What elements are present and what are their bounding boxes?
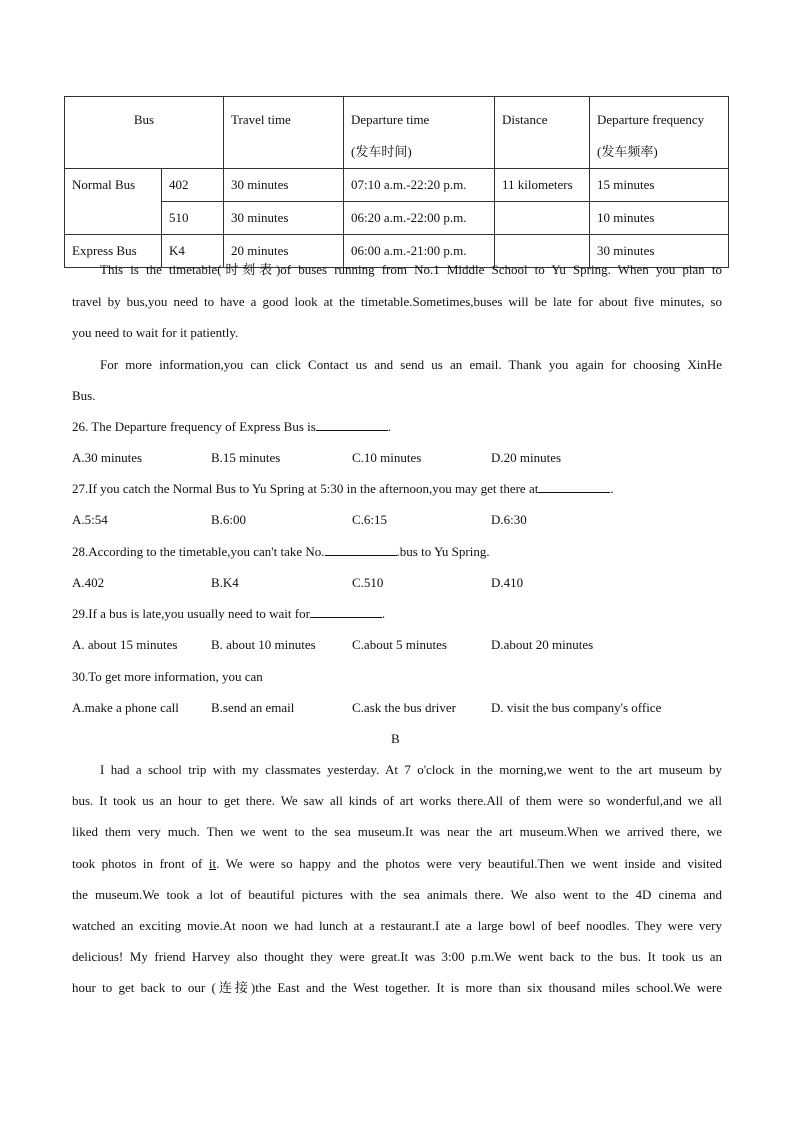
cell-frequency: 15 minutes xyxy=(590,169,729,202)
option-d: D.6:30 xyxy=(491,512,527,527)
question-end: . xyxy=(387,419,392,434)
answer-blank xyxy=(316,418,388,431)
question-end: . xyxy=(610,481,614,496)
question-30 xyxy=(72,668,722,686)
passage-a-line: you need to wait for it patiently. xyxy=(72,325,239,340)
passage-b-line: delicious! My friend Harvey also thought they were great.It was 3:00 p.m.We went back to the bus. It took us an xyxy=(72,949,722,964)
cell-departure: 07:10 a.m.-22:20 p.m. xyxy=(344,169,495,202)
option-a: A. about 15 minutes xyxy=(72,637,178,652)
table-row xyxy=(65,169,729,202)
answer-blank xyxy=(310,605,382,618)
question-29 xyxy=(72,605,722,623)
header-bus: Bus xyxy=(65,97,224,169)
cell-distance: 11 kilometers xyxy=(495,169,590,202)
cell-frequency: 30 minutes xyxy=(590,235,729,268)
passage-b-line: bus. It took us an hour to get there. We saw all kinds of art works there.All of them were so wonderful,and we all xyxy=(72,793,722,808)
bus-timetable xyxy=(64,96,729,268)
option-d: D.410 xyxy=(491,575,524,590)
header-travel-time: Travel time xyxy=(224,97,344,169)
option-c: C.about 5 minutes xyxy=(352,637,447,652)
question-stem: 30.To get more information, you can xyxy=(72,669,263,684)
text: . We were so happy and the photos were very beautiful.Then we went inside and visited xyxy=(216,856,722,871)
cell-bus-no: 402 xyxy=(162,169,224,202)
cell-bus-type: Normal Bus xyxy=(65,169,162,235)
question-end: .bus to Yu Spring. xyxy=(396,544,490,559)
option-a: A.5:54 xyxy=(72,512,108,527)
cell-departure: 06:20 a.m.-22:00 p.m. xyxy=(344,202,495,235)
option-b: B.6:00 xyxy=(211,512,247,527)
option-b: B. about 10 minutes xyxy=(211,637,316,652)
option-a: A.make a phone call xyxy=(72,700,179,715)
option-d: D.about 20 minutes xyxy=(491,637,594,652)
header-frequency-en: Departure frequency xyxy=(597,112,705,127)
answer-blank xyxy=(538,480,610,493)
question-27 xyxy=(72,480,722,498)
header-frequency-cn: (发车频率) xyxy=(597,144,658,159)
header-departure-time-en: Departure time xyxy=(351,112,430,127)
cell-travel: 30 minutes xyxy=(224,202,344,235)
question-stem: 29.If a bus is late,you usually need to wait for xyxy=(72,606,310,621)
table-header-row xyxy=(65,97,729,169)
option-b: B.15 minutes xyxy=(211,450,281,465)
passage-b-line: watched an exciting movie.At noon we had lunch at a restaurant.I ate a large bowl of beef noodles. They were very xyxy=(72,918,722,933)
text: took photos in front of xyxy=(72,856,209,871)
passage-a-line: For more information,you can click Contact us and send us an email. Thank you again for choosing XinHe xyxy=(100,357,722,372)
option-d: D.20 minutes xyxy=(491,450,562,465)
question-stem: 27.If you catch the Normal Bus to Yu Spring at 5:30 in the afternoon,you may get there at xyxy=(72,481,539,496)
option-c: C.ask the bus driver xyxy=(352,700,456,715)
option-c: C.510 xyxy=(352,575,384,590)
option-d: D. visit the bus company's office xyxy=(491,700,662,715)
passage-a-line: travel by bus,you need to have a good look at the timetable.Sometimes,buses will be late for about five minutes, so xyxy=(72,294,722,309)
option-c: C.10 minutes xyxy=(352,450,422,465)
option-c: C.6:15 xyxy=(352,512,388,527)
cell-bus-no: K4 xyxy=(162,235,224,268)
passage-b-line: hour to get back to our (连接)the East and the West together. It is more than six thousand miles school.We were xyxy=(72,980,722,995)
header-departure-time-cn: (发车时间) xyxy=(351,144,412,159)
cell-travel: 30 minutes xyxy=(224,169,344,202)
question-26 xyxy=(72,418,722,436)
cell-frequency: 10 minutes xyxy=(590,202,729,235)
header-distance: Distance xyxy=(495,97,590,169)
cell-bus-type: Express Bus xyxy=(65,235,162,268)
cell-distance xyxy=(495,202,590,235)
option-a: A.30 minutes xyxy=(72,450,143,465)
cell-travel: 20 minutes xyxy=(224,235,344,268)
option-b: B.K4 xyxy=(211,575,239,590)
answer-blank xyxy=(325,543,397,556)
option-b: B.send an email xyxy=(211,700,295,715)
question-end: . xyxy=(381,606,386,621)
passage-a-line: This is the timetable(时刻表)of buses running from No.1 Middle School to Yu Spring. When you plan to xyxy=(100,262,722,277)
underlined-word: it xyxy=(208,856,217,871)
question-28 xyxy=(72,543,722,561)
cell-bus-no: 510 xyxy=(162,202,224,235)
passage-b-line: I had a school trip with my classmates yesterday. At 7 o'clock in the morning,we went to the art museum by xyxy=(100,762,722,777)
passage-b-line: the museum.We took a lot of beautiful pictures with the sea animals there. We also went to the 4D cinema and xyxy=(72,887,722,902)
passage-b-line xyxy=(72,855,722,873)
section-b-title: B xyxy=(391,731,400,746)
passage-a-line: Bus. xyxy=(72,388,96,403)
header-frequency xyxy=(590,97,729,169)
header-departure-time xyxy=(344,97,495,169)
cell-departure: 06:00 a.m.-21:00 p.m. xyxy=(344,235,495,268)
passage-b-line: liked them very much. Then we went to the sea museum.It was near the art museum.When we arrived there, we xyxy=(72,824,722,839)
question-stem: 26. The Departure frequency of Express Bus is xyxy=(72,419,316,434)
table-row xyxy=(65,202,729,235)
option-a: A.402 xyxy=(72,575,105,590)
question-stem: 28.According to the timetable,you can't take No. xyxy=(72,544,325,559)
